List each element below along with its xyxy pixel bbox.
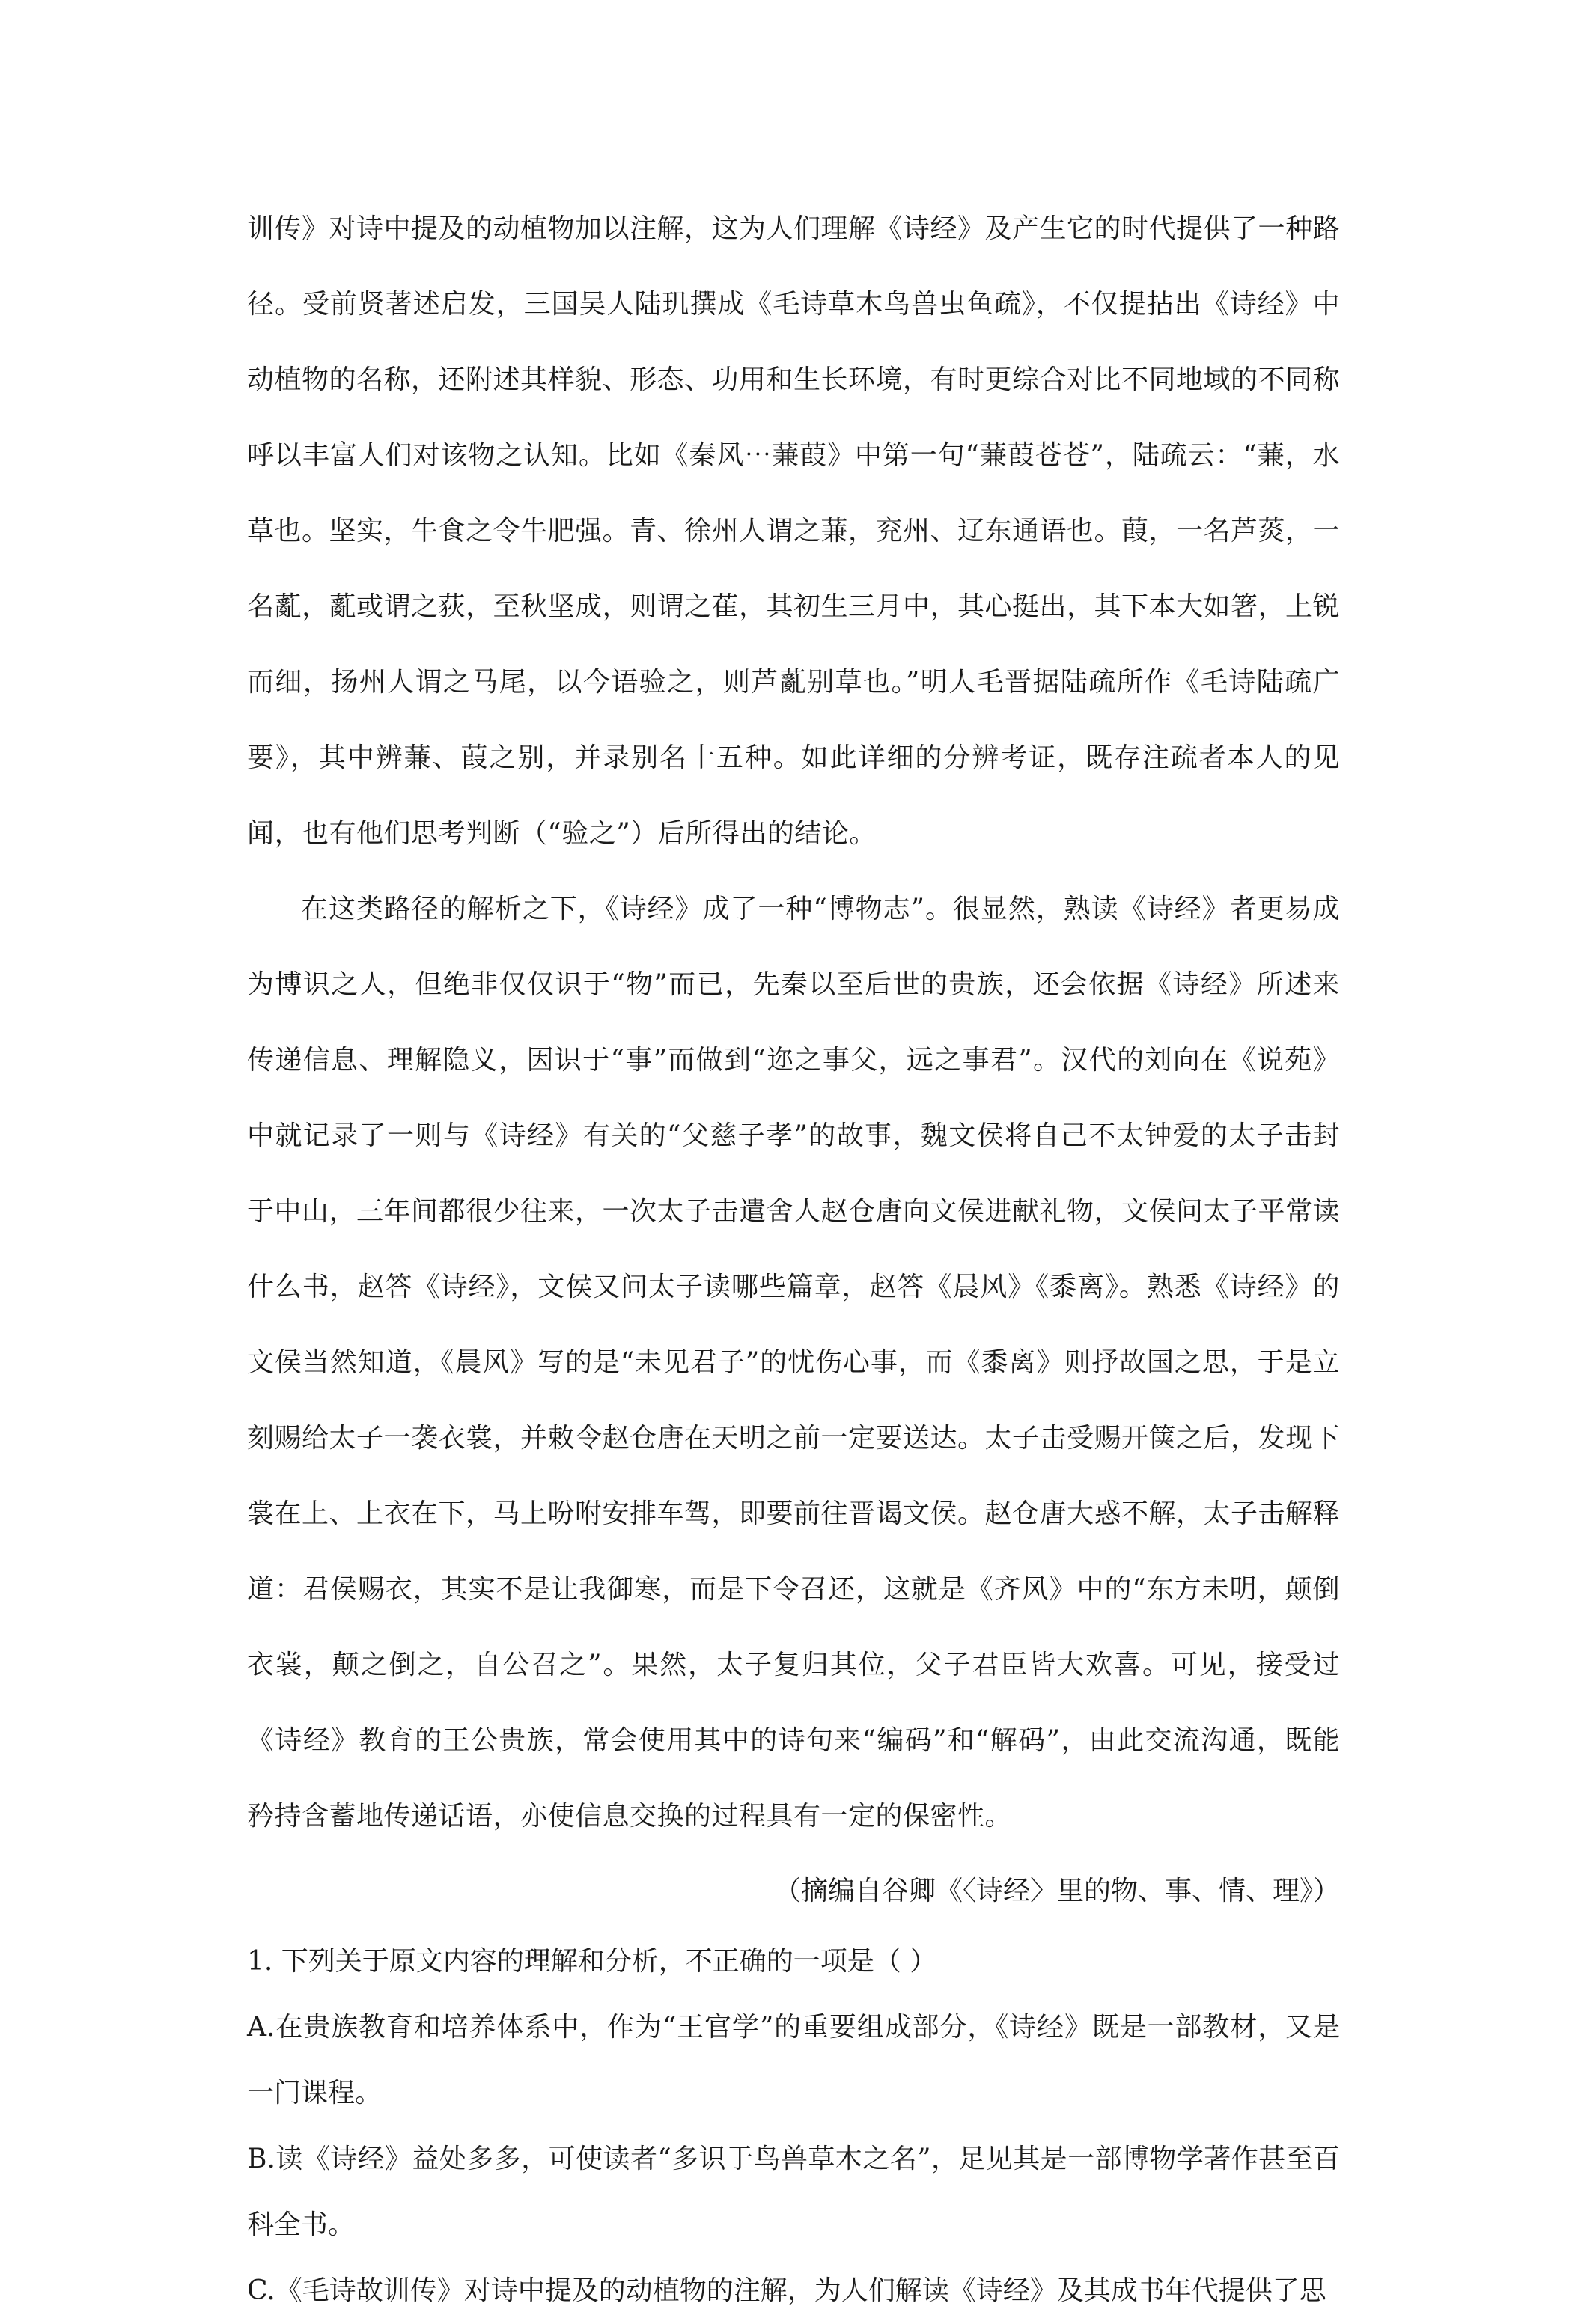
option-b: B.读《诗经》益处多多，可使读者“多识于鸟兽草木之名”，足见其是一部博物学著作甚至百科全书。 <box>247 2144 1340 2240</box>
option-c: C.《毛诗故训传》对诗中提及的动植物的注解，为人们解读《诗经》及其成书年代提供了思 <box>247 2275 1326 2306</box>
document-body <box>247 191 1340 2324</box>
question-stem: 1. 下列关于原文内容的理解和分析，不正确的一项是（ ） <box>247 1946 937 1977</box>
article-source: （摘编自谷卿《〈诗经〉里的物、事、情、理》） <box>773 1876 1340 1906</box>
article-paragraph-1: 训传》对诗中提及的动植物加以注解，这为人们理解《诗经》及产生它的时代提供了一种路径。受前贤著述启发，三国吴人陆玑撰成《毛诗草木鸟兽虫鱼疏》，不仅提拈出《诗经》中动植物的名称，还附述其样貌、形态、功用和生长环境，有时更综合对比不同地域的不同称呼以丰富人们对该物之认知。比如《秦风⋯蒹葭》中第一句“蒹葭苍苍”，陆疏云：“蒹，水草也。坚实，牛食之令牛肥强。青、徐州人谓之蒹，兖州、辽东通语也。葭，一名芦菼，一名薍，薍或谓之荻，至秋坚成，则谓之萑，其初生三月中，其心挺出，其下本大如箸，上锐而细，扬州人谓之马尾，以今语验之，则芦薍别草也。”明人毛晋据陆疏所作《毛诗陆疏广要》，其中辨蒹、葭之别，并录别名十五种。如此详细的分辨考证，既存注疏者本人的见闻，也有他们思考判断（“验之”）后所得出的结论。 <box>247 213 1341 849</box>
option-a: A.在贵族教育和培养体系中，作为“王官学”的重要组成部分，《诗经》既是一部教材，又是一门课程。 <box>247 2012 1340 2108</box>
article-paragraph-2: 在这类路径的解析之下，《诗经》成了一种“博物志”。很显然，熟读《诗经》者更易成为博识之人，但绝非仅仅识于“物”而已，先秦以至后世的贵族，还会依据《诗经》所述来传递信息、理解隐义，因识于“事”而做到“迩之事父，远之事君”。汉代的刘向在《说苑》中就记录了一则与《诗经》有关的“父慈子孝”的故事，魏文侯将自己不太钟爱的太子击封于中山，三年间都很少往来，一次太子击遣舍人赵仓唐向文侯进献礼物，文侯问太子平常读什么书，赵答《诗经》，文侯又问太子读哪些篇章，赵答《晨风》《黍离》。熟悉《诗经》的文侯当然知道，《晨风》写的是“未见君子”的忧伤心事，而《黍离》则抒故国之思，于是立刻赐给太子一袭衣裳，并敕令赵仓唐在天明之前一定要送达。太子击受赐开箧之后，发现下裳在上、上衣在下，马上吩咐安排车驾，即要前往晋谒文侯。赵仓唐大惑不解，太子击解释道：君侯赐衣，其实不是让我御寒，而是下令召还，这就是《齐风》中的“东方未明，颠倒衣裳，颠之倒之，自公召之”。果然，太子复归其位，父子君臣皆大欢喜。可见，接受过《诗经》教育的王公贵族，常会使用其中的诗句来“编码”和“解码”，由此交流沟通，既能矜持含蓄地传递话语，亦使信息交换的过程具有一定的保密性。 <box>247 894 1341 1832</box>
